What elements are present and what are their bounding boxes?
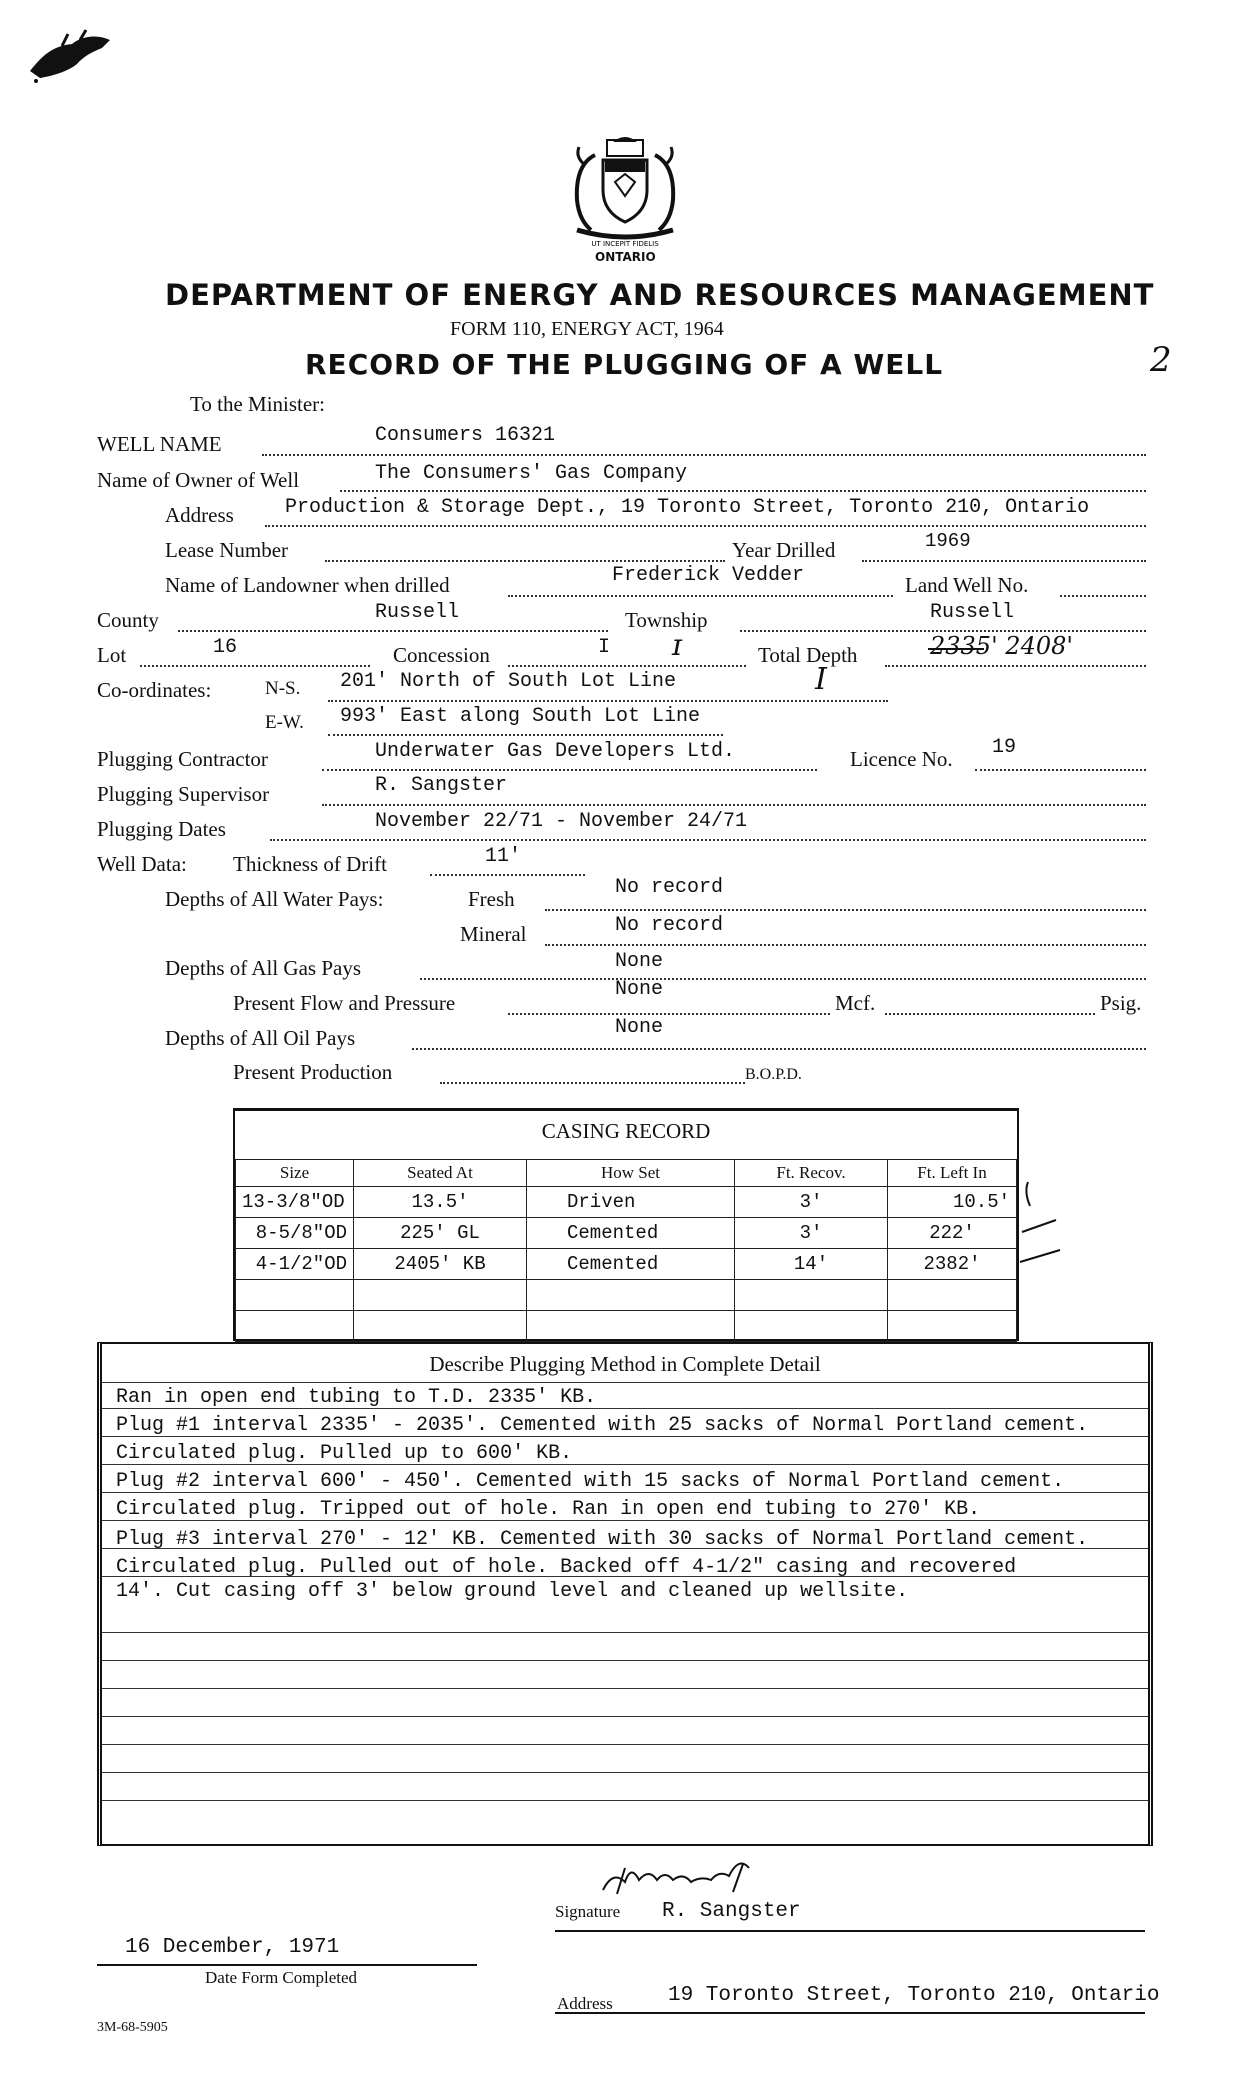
casing-cell: 10.5' — [888, 1187, 1017, 1218]
signature-label: Signature — [555, 1902, 621, 1921]
owner-label: Name of Owner of Well — [97, 468, 300, 492]
casing-record-box — [233, 1108, 1019, 1341]
casing-cell: 4-1/2"OD — [236, 1249, 354, 1280]
date-completed-value: 16 December, 1971 — [125, 1936, 340, 1959]
casing-row-empty — [236, 1311, 1017, 1342]
total-depth-strikeout — [928, 648, 984, 650]
date-completed-label: Date Form Completed — [205, 1968, 358, 1987]
plugging-line: Plug #1 interval 2335' - 2035'. Cemented with 25 sacks of Normal Portland cement. — [116, 1414, 1089, 1437]
casing-cell: 13.5' — [354, 1187, 527, 1218]
document-title: RECORD OF THE PLUGGING OF A WELL — [305, 348, 944, 381]
casing-col-header: Ft. Recov. — [735, 1160, 888, 1187]
casing-row — [236, 1187, 1017, 1218]
casing-cell: Cemented — [527, 1249, 735, 1280]
plugging-line: Ran in open end tubing to T.D. 2335' KB. — [116, 1386, 597, 1409]
well-name-value: Consumers 16321 — [375, 424, 556, 447]
county-label: County — [97, 608, 159, 632]
casing-cell: Driven — [527, 1187, 735, 1218]
psig-label: Psig. — [1100, 991, 1142, 1015]
casing-col-header: How Set — [527, 1160, 735, 1187]
mineral-value: No record — [615, 914, 724, 937]
drift-label: Thickness of Drift — [233, 852, 387, 876]
casing-cell: 13-3/8"OD — [236, 1187, 354, 1218]
year-drilled-label: Year Drilled — [732, 538, 836, 562]
lot-label: Lot — [97, 643, 127, 667]
gas-pays-value: None — [615, 950, 664, 973]
drift-value: 11' — [485, 845, 522, 868]
dates-value: November 22/71 - November 24/71 — [375, 810, 748, 833]
lot-value: 16 — [213, 636, 238, 659]
ns-handwritten-mark: I — [815, 662, 827, 697]
handwritten-signature — [595, 1858, 795, 1898]
casing-cell: 225' GL — [354, 1218, 527, 1249]
township-value: Russell — [930, 601, 1015, 624]
plugging-line: Plug #3 interval 270' - 12' KB. Cemented with 30 sacks of Normal Portland cement. — [116, 1528, 1089, 1551]
casing-table — [235, 1159, 1017, 1342]
flow-label: Present Flow and Pressure — [233, 991, 456, 1015]
plugging-line: 14'. Cut casing off 3' below ground level and cleaned up wellsite. — [116, 1580, 909, 1603]
concession-label: Concession — [393, 643, 490, 667]
plugging-line: Circulated plug. Pulled up to 600' KB. — [116, 1442, 573, 1465]
address-value: Production & Storage Dept., 19 Toronto Street, Toronto 210, Ontario — [285, 496, 1090, 519]
ns-label: N-S. — [265, 678, 301, 699]
casing-col-header: Size — [236, 1160, 354, 1187]
date-line — [97, 1964, 477, 1966]
landowner-value: Frederick Vedder — [612, 564, 805, 587]
plugging-line: Circulated plug. Pulled out of hole. Backed off 4-1/2" casing and recovered — [116, 1556, 1017, 1579]
water-pays-label: Depths of All Water Pays: — [165, 887, 384, 911]
concession-value: I — [598, 636, 611, 659]
owner-value: The Consumers' Gas Company — [375, 462, 688, 485]
casing-cell: 3' — [735, 1187, 888, 1218]
land-well-label: Land Well No. — [905, 573, 1029, 597]
plugging-line: Plug #2 interval 600' - 450'. Cemented with 15 sacks of Normal Portland cement. — [116, 1470, 1065, 1493]
form-reference: FORM 110, ENERGY ACT, 1964 — [450, 318, 724, 340]
ew-value: 993' East along South Lot Line — [340, 705, 701, 728]
concession-handwritten-mark: ɪ — [672, 628, 682, 663]
form-code: 3M-68-5905 — [97, 2020, 168, 2035]
casing-row — [236, 1249, 1017, 1280]
fresh-label: Fresh — [468, 887, 515, 911]
licence-label: Licence No. — [850, 747, 953, 771]
fresh-value: No record — [615, 876, 724, 899]
signature-line — [555, 1930, 1145, 1932]
footer-address-value: 19 Toronto Street, Toronto 210, Ontario — [668, 1984, 1160, 2007]
ontario-coat-of-arms-icon — [555, 130, 695, 248]
casing-cell: 8-5/8"OD — [236, 1218, 354, 1249]
contractor-value: Underwater Gas Developers Ltd. — [375, 740, 736, 763]
ew-label: E-W. — [265, 712, 304, 733]
mineral-label: Mineral — [460, 922, 527, 946]
province-label: ONTARIO — [595, 250, 656, 264]
production-label: Present Production — [233, 1060, 393, 1084]
well-data-label: Well Data: — [97, 852, 187, 876]
plugging-method-box — [97, 1342, 1153, 1846]
casing-cell: 3' — [735, 1218, 888, 1249]
casing-cell: 2382' — [888, 1249, 1017, 1280]
address-label: Address — [165, 503, 234, 527]
lease-label: Lease Number — [165, 538, 289, 562]
flow-value: None — [615, 978, 664, 1001]
dates-label: Plugging Dates — [97, 817, 226, 841]
total-depth-value: 2335' 2408' — [930, 632, 1073, 660]
coordinates-label: Co-ordinates: — [97, 678, 212, 702]
page-mark: 2 — [1150, 340, 1172, 380]
casing-cell: 222' — [888, 1218, 1017, 1249]
licence-value: 19 — [992, 736, 1017, 759]
bopd-label: B.O.P.D. — [745, 1066, 802, 1083]
oil-pays-label: Depths of All Oil Pays — [165, 1026, 356, 1050]
landowner-label: Name of Landowner when drilled — [165, 573, 450, 597]
corner-ink-mark — [22, 26, 117, 86]
contractor-label: Plugging Contractor — [97, 747, 268, 771]
department-heading: DEPARTMENT OF ENERGY AND RESOURCES MANAGEMENT — [165, 278, 1155, 312]
signature-name: R. Sangster — [662, 1900, 801, 1923]
casing-cell: 2405' KB — [354, 1249, 527, 1280]
casing-row — [236, 1218, 1017, 1249]
gas-pays-label: Depths of All Gas Pays — [165, 956, 361, 980]
supervisor-label: Plugging Supervisor — [97, 782, 270, 806]
addressee: To the Minister: — [190, 392, 326, 416]
svg-text:UT INCEPIT FIDELIS: UT INCEPIT FIDELIS — [591, 240, 659, 248]
county-value: Russell — [375, 601, 460, 624]
ns-value: 201' North of South Lot Line — [340, 670, 677, 693]
casing-cell: Cemented — [527, 1218, 735, 1249]
mcf-label: Mcf. — [835, 991, 876, 1015]
footer-address-label: Address — [557, 1994, 613, 2013]
plugging-line: Circulated plug. Tripped out of hole. Ran in open end tubing to 270' KB. — [116, 1498, 981, 1521]
casing-tick-marks — [1018, 1180, 1078, 1280]
address-line — [555, 2012, 1145, 2014]
well-name-label: WELL NAME — [97, 432, 222, 456]
casing-col-header: Ft. Left In — [888, 1160, 1017, 1187]
total-depth-label: Total Depth — [758, 643, 858, 667]
casing-cell: 14' — [735, 1249, 888, 1280]
casing-row-empty — [236, 1280, 1017, 1311]
supervisor-value: R. Sangster — [375, 774, 508, 797]
plugging-method-title: Describe Plugging Method in Complete Detail — [429, 1352, 821, 1376]
year-drilled-value: 1969 — [925, 530, 971, 552]
casing-record-title: CASING RECORD — [541, 1119, 711, 1143]
casing-header-row — [236, 1160, 1017, 1187]
oil-pays-value: None — [615, 1016, 664, 1039]
township-label: Township — [625, 608, 708, 632]
casing-col-header: Seated At — [354, 1160, 527, 1187]
